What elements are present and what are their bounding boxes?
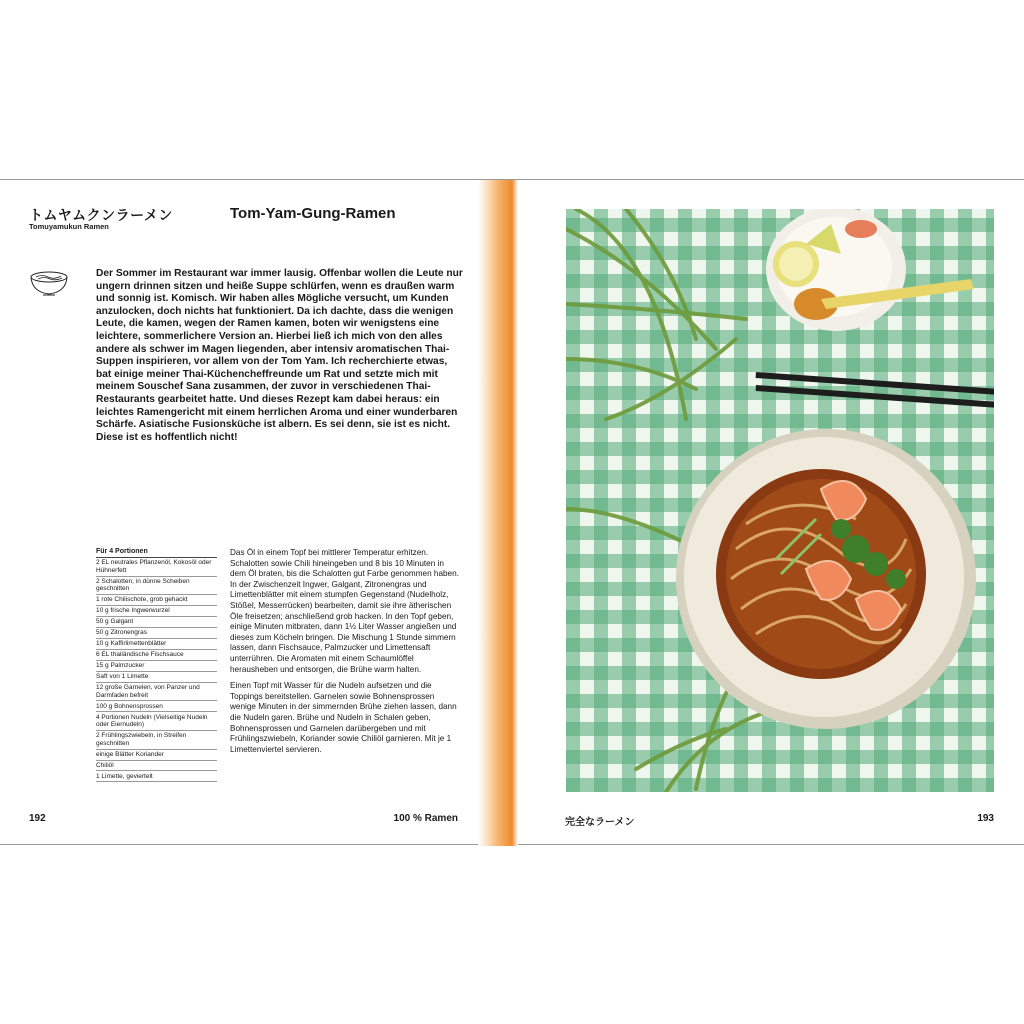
ingredients-table [96, 548, 217, 782]
ingredient-row: Chiliöl [96, 761, 217, 772]
page-number-right: 193 [977, 813, 994, 824]
ingredient-row: 10 g Kaffirlimettenblätter [96, 639, 217, 650]
ingredient-row: 12 große Garnelen, von Panzer und Darmfaden befreit [96, 683, 217, 702]
ingredient-row: 10 g frische Ingwerwurzel [96, 606, 217, 617]
gutter-shade-right [512, 180, 518, 846]
running-head-left: 100 % Ramen [393, 813, 458, 824]
ingredient-row: 6 EL thailändische Fischsauce [96, 650, 217, 661]
recipe-title-japanese: トムヤムクンラーメン [29, 207, 173, 223]
book-spread [0, 179, 1024, 845]
ramen-bowl-icon [28, 268, 70, 298]
ingredient-row: 50 g Zitronengras [96, 628, 217, 639]
ingredient-row: 2 EL neutrales Pflanzenöl, Kokosöl oder Hühnerfett [96, 558, 217, 577]
method-paragraph-2: Einen Topf mit Wasser für die Nudeln aufsetzen und die Toppings bereitstellen. Garnelen sowie Bohnensprossen wenige Minuten in der simmernden Brühe ziehen lassen, dann die Nudeln garen. Brühe und Nudeln in Schalen geben, Bohnensprossen und Garnelen darübergeben und mit Frühlingszwiebeln, Koriander sowie Chiliöl garnieren. Mit je 1 Limettenviertel servieren. [230, 681, 457, 754]
ingredient-row: einige Blätter Koriander [96, 750, 217, 761]
right-page [512, 180, 1024, 846]
ingredient-row: 2 Frühlingszwiebeln, in Streifen geschnitten [96, 731, 217, 750]
ramen-photo [566, 209, 994, 792]
ingredient-row: 4 Portionen Nudeln (Vielseitige Nudeln oder Eiernudeln) [96, 712, 217, 731]
ramen-illustration [566, 209, 994, 792]
ingredient-row: 15 g Palmzucker [96, 661, 217, 672]
ingredient-row: 100 g Bohnensprossen [96, 701, 217, 712]
method-text [230, 548, 462, 761]
ingredient-row: Saft von 1 Limette [96, 672, 217, 683]
ingredient-row: 1 Limette, geviertelt [96, 771, 217, 782]
recipe-title-romaji: Tomuyamukun Ramen [29, 222, 109, 231]
intro-text: Der Sommer im Restaurant war immer lausig. Offenbar wollen die Leute nur ungern drinnen sitzen und heiße Suppe schlürfen, wenn es draußen warm und sonnig ist. Komisch. Wir haben alles Mögliche versucht, um Kunden anzulocken, doch nichts hat funktioniert. Da ich dachte, dass die wenigen Leute, die kamen, wegen der Ramen kamen, boten wir wenigstens eine leichtere, sommerlichere Version an. Hierbei ließ ich mich von den alles andere als schwer im Magen liegenden, aber intensiv aromatischen Thai-Suppen inspirieren, vor allem von der Tom Yam. Ich recherchierte etwas, bat einige meiner Thai-Küchencheffreunde um Rat und setzte mich mit meinem Souschef Sana zusammen, der zuvor in verschiedenen Thai-Restaurants gearbeitet hatte. Und dieses Rezept kam dabei heraus: ein leichtes Ramengericht mit einem herrlichen Aroma und einer wunderbaren Schärfe. Asiatische Fusionsküche ist albern. Es sei denn, sie ist es nicht. Diese ist es hoffentlich nicht! [96, 268, 463, 443]
ingredient-row: 50 g Galgant [96, 617, 217, 628]
ingredient-row: 1 rote Chilischote, grob gehackt [96, 595, 217, 606]
method-paragraph-1: Das Öl in einem Topf bei mittlerer Temperatur erhitzen. Schalotten sowie Chili hineingeben und 8 bis 10 Minuten in dem Öl braten, bis die Schalotten gut Farbe genommen haben. In der Zwischenzeit Ingwer, Galgant, Zitronengras und Limettenblätter mit einem stumpfen Gegenstand (Nudelholz, Stößel, Messerrücken) bearbeiten, damit sie ihre ätherischen Öle freisetzen; anschließend grob hacken. In den Topf geben, einige Minuten mitbraten, dann 1½ Liter Wasser angießen und dieses zum Köcheln bringen. Die Mischung 1 Stunde simmern lassen, dann Fischsauce, Palmzucker und Limettensaft unterrühren. Die Aromaten mit einem Schaumlöffel herausheben und entsorgen, die Brühe warm halten. [230, 548, 459, 674]
gutter-shade [478, 180, 512, 846]
page-number-left: 192 [29, 813, 46, 824]
running-head-right: 完全なラーメン [565, 817, 635, 828]
ingredients-header: Für 4 Portionen [96, 548, 217, 558]
ingredient-row: 2 Schalotten, in dünne Scheiben geschnitten [96, 577, 217, 596]
left-page [0, 180, 512, 846]
recipe-title-german: Tom-Yam-Gung-Ramen [230, 205, 396, 222]
